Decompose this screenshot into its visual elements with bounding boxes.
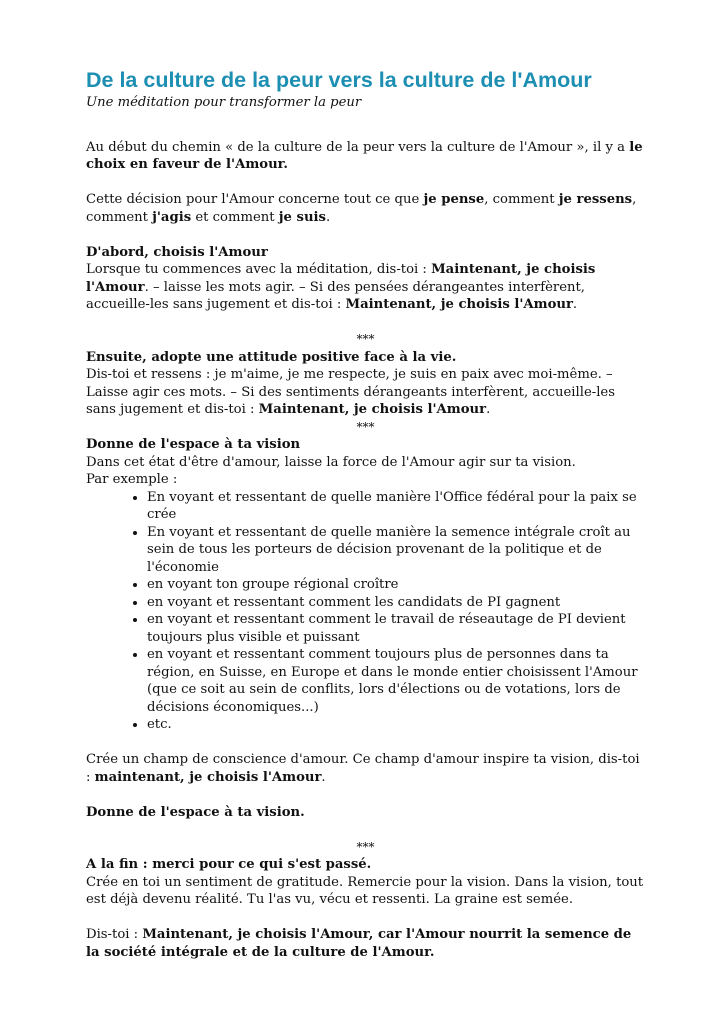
- decision-paragraph: Cette décision pour l'Amour concerne tout ce que je pense, comment je ressens, comment j'agis et comment je suis.: [86, 192, 637, 225]
- separator-stars: ***: [356, 332, 375, 346]
- separator-stars: ***: [356, 419, 375, 434]
- section-heading: Ensuite, adopte une attitude positive face à la vie.: [86, 349, 457, 365]
- list-item: • en voyant et ressentant comment le travail de réseautage de PI devient toujours plus visible et puissant: [147, 611, 645, 646]
- section-heading: D'abord, choisis l'Amour: [86, 244, 268, 260]
- section-paragraph: Par exemple :: [86, 472, 178, 487]
- list-item: • en voyant ton groupe régional croître: [147, 576, 645, 594]
- list-item: • en voyant et ressentant comment toujours plus de personnes dans ta région, en Suisse, en Europe et dans le monde entier choisissent l'Amour (que ce soit au sein de conflits, lors d'élections ou de votations, lors de décisions économiques...): [147, 646, 645, 716]
- section-closing: Donne de l'espace à ta vision.: [86, 804, 305, 820]
- section-paragraph: Crée un champ de conscience d'amour. Ce champ d'amour inspire ta vision, dis-toi : maintenant, je choisis l'Amour.: [86, 752, 640, 785]
- section-paragraph: Dis-toi et ressens : je m'aime, je me respecte, je suis en paix avec moi-même. – Laisse agir ces mots. – Si des sentiments dérangeants interfèrent, accueille-les sans jugement et dis-toi : Maintenant, je choisis l'Amour.: [86, 367, 616, 417]
- list-item: • etc.: [147, 716, 645, 734]
- section-paragraph: Dans cet état d'être d'amour, laisse la force de l'Amour agir sur ta vision.: [86, 454, 576, 470]
- section-heading: A la fin : merci pour ce qui s'est passé.: [86, 857, 372, 872]
- separator-stars: ***: [356, 839, 375, 854]
- intro-paragraph: Au début du chemin « de la culture de la peur vers la culture de l'Amour », il y a le choix en faveur de l'Amour.: [86, 139, 643, 172]
- section-paragraph: Crée en toi un sentiment de gratitude. Remercie pour la vision. Dans la vision, tout est déjà devenu réalité. Tu l'as vu, vécu et ressenti. La graine est semée.: [86, 874, 644, 907]
- section-paragraph: Lorsque tu commences avec la méditation, dis-toi : Maintenant, je choisis l'Amour. – laisse les mots agir. – Si des pensées dérangeantes interfèrent, accueille-les sans jugement et dis-toi : Maintenant, je choisis l'Amour.: [86, 262, 596, 312]
- list-item: • En voyant et ressentant de quelle manière la semence intégrale croît au sein de tous les porteurs de décision provenant de la politique et de l'économie: [147, 524, 645, 577]
- page-title: De la culture de la peur vers la culture de l'Amour: [86, 68, 592, 92]
- example-list: [86, 489, 645, 734]
- section-heading: Donne de l'espace à ta vision: [86, 437, 301, 452]
- page-subtitle: Une méditation pour transformer la peur: [86, 95, 362, 110]
- list-item: • En voyant et ressentant de quelle manière l'Office fédéral pour la paix se crée: [147, 489, 645, 524]
- list-item: • en voyant et ressentant comment les candidats de PI gagnent: [147, 594, 645, 612]
- final-paragraph: Dis-toi : Maintenant, je choisis l'Amour, car l'Amour nourrit la semence de la société intégrale et de la culture de l'Amour.: [86, 927, 632, 960]
